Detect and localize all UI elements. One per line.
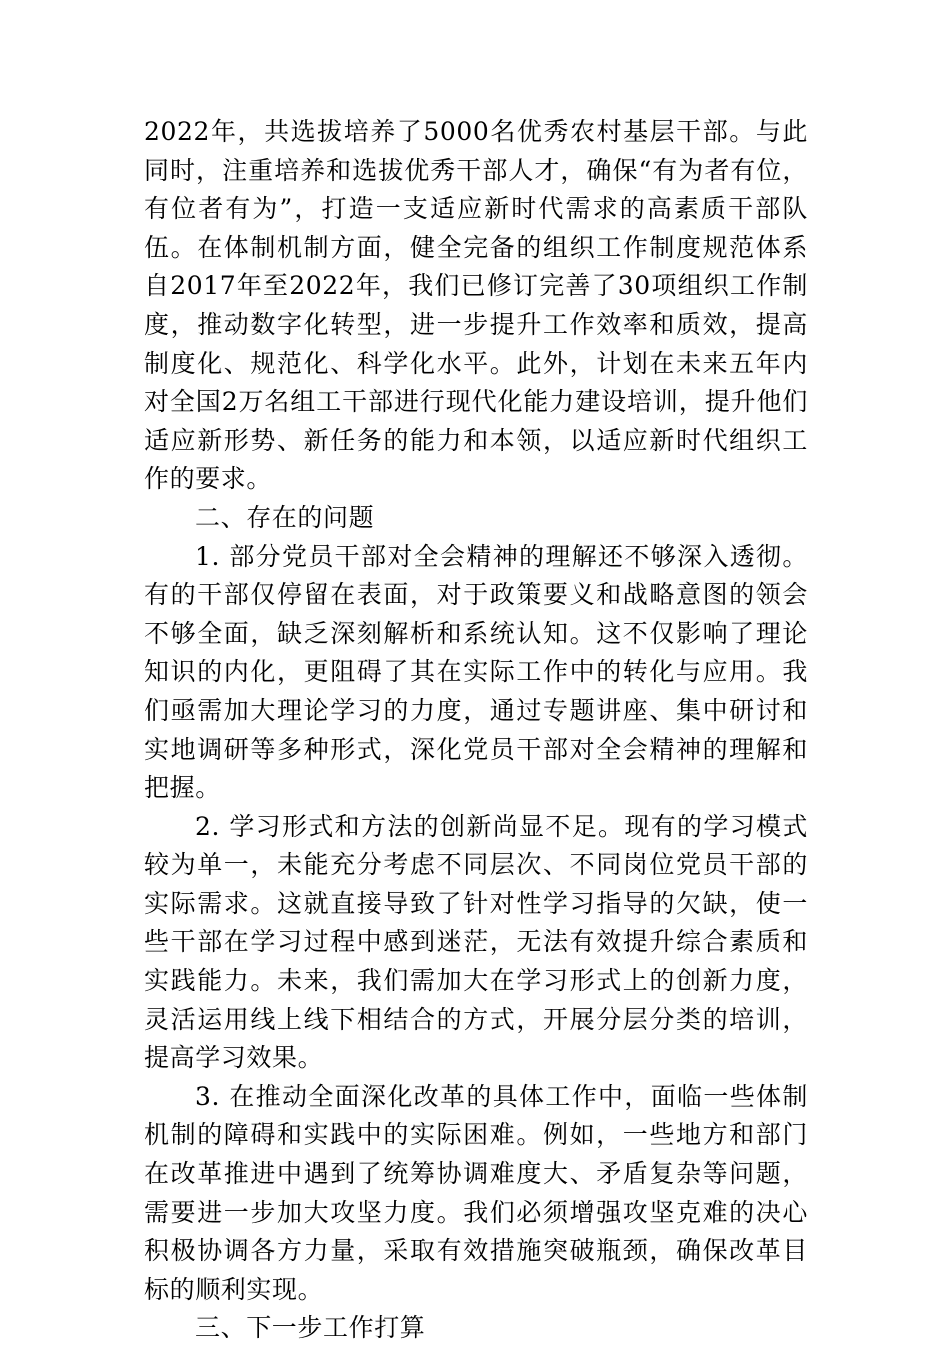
paragraph-item-2 (144, 808, 808, 1078)
document-body (144, 113, 808, 1348)
item-1-body: 有的干部仅停留在表面，对于政策要义和战略意图的领会不够全面，缺乏深刻解析和系统认知。这不仅影响了理论知识的内化，更阻碍了其在实际工作中的转化与应用。我们亟需加大理论学习的力度，通过专题讲座、集中研讨和实地调研等多种形式，深化党员干部对全会精神的理解和把握。 (144, 580, 808, 803)
item-3-lead: 3. 在推动全面深化改革的具体工作中，面临一些体制机制的障碍和实践中的实际困难。 (144, 1081, 808, 1150)
item-2-body: 现有的学习模式较为单一，未能充分考虑不同层次、不同岗位党员干部的实际需求。这就直接导致了针对性学习指导的欠缺，使一些干部在学习过程中感到迷茫，无法有效提升综合素质和实践能力。未来，我们需加大在学习形式上的创新力度，灵活运用线上线下相结合的方式，开展分层分类的培训，提高学习效果。 (144, 811, 808, 1073)
paragraph-item-3 (144, 1078, 808, 1310)
paragraph-intro: 2022年，共选拔培养了5000名优秀农村基层干部。与此同时，注重培养和选拔优秀干部人才，确保“有为者有位，有位者有为”，打造一支适应新时代需求的高素质干部队伍。在体制机制方面，健全完备的组织工作制度规范体系自2017年至2022年，我们已修订完善了30项组织工作制度，推动数字化转型，进一步提升工作效率和质效，提高制度化、规范化、科学化水平。此外，计划在未来五年内对全国2万名组工干部进行现代化能力建设培训，提升他们适应新形势、新任务的能力和本领，以适应新时代组织工作的要求。 (144, 117, 808, 494)
item-1-lead: 1. 部分党员干部对全会精神的理解还不够深入透彻。 (195, 541, 808, 571)
item-2-lead: 2. 学习形式和方法的创新尚显不足。 (195, 811, 625, 841)
section-heading-next-steps: 三、下一步工作打算 (195, 1313, 426, 1343)
section-heading-problems: 二、存在的问题 (195, 502, 375, 532)
item-3-body: 例如，一些地方和部门在改革推进中遇到了统筹协调难度大、矛盾复杂等问题，需要进一步加大攻坚力度。我们必须增强攻坚克难的决心积极协调各方力量，采取有效措施突破瓶颈，确保改革目标的顺利实现。 (144, 1120, 808, 1304)
paragraph-item-1 (144, 538, 808, 808)
